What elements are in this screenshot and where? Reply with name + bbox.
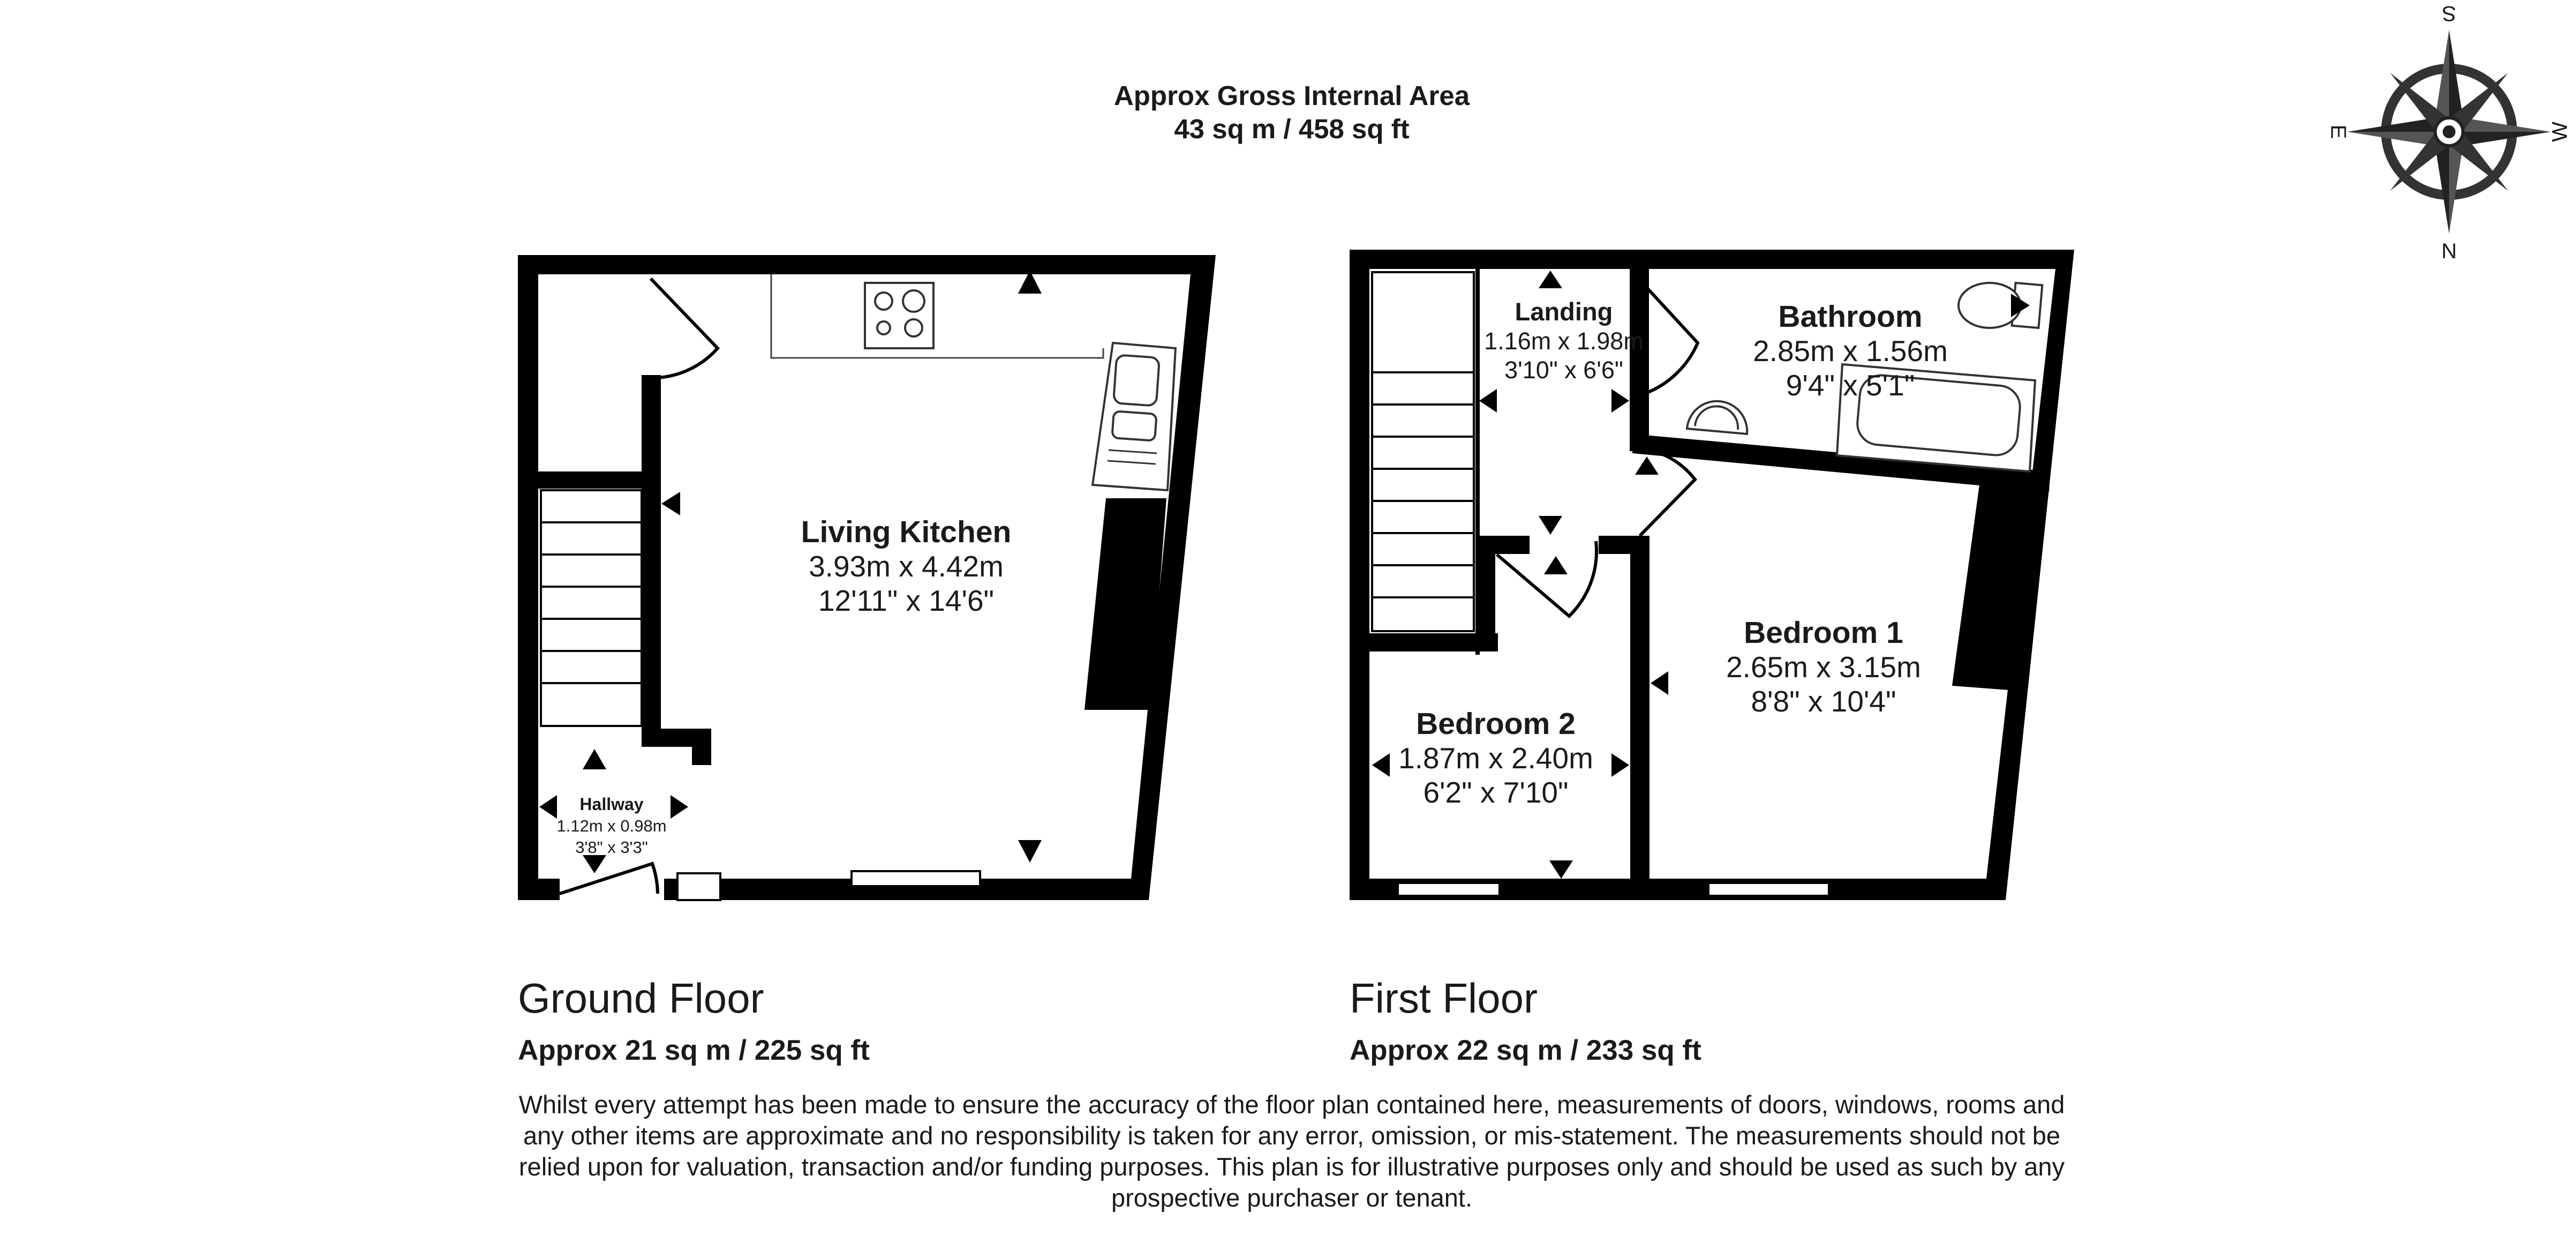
bedroom1-window [1708, 883, 1829, 896]
dimension-arrow [1539, 516, 1562, 535]
room-imperial: 3'8" x 3'3" [575, 838, 648, 857]
kitchen-window [852, 871, 980, 886]
header [1114, 80, 1470, 144]
stair-wall-stub [692, 729, 711, 765]
dimension-arrow [1611, 753, 1629, 777]
compass-north-label: N [2441, 239, 2457, 263]
sink-icon [1093, 343, 1176, 490]
room-label-landing [1484, 297, 1644, 384]
dimension-arrow [583, 749, 606, 769]
ground-floor-caption [518, 975, 870, 1066]
room-imperial: 3'10" x 6'6" [1504, 356, 1623, 384]
bedroom2-window [1398, 883, 1500, 896]
dimension-arrow [1611, 389, 1629, 413]
room-imperial: 9'4" x 5'1" [1786, 369, 1915, 402]
disclaimer-line: Whilst every attempt has been made to ensure the accuracy of the floor plan contained here, measurements of doors, windows, rooms and [518, 1090, 2065, 1119]
room-name: Bedroom 2 [1416, 707, 1576, 741]
room-label-bedroom-1 [1726, 616, 1921, 718]
room-name: Hallway [579, 795, 644, 814]
landing-partition [1630, 269, 1649, 451]
dimension-arrow [583, 855, 606, 873]
room-metric: 2.85m x 1.56m [1753, 334, 1948, 368]
room-metric: 1.16m x 1.98m [1484, 327, 1644, 355]
dimension-arrow [1544, 556, 1568, 574]
dimension-arrow [1651, 671, 1668, 695]
dimension-arrow [539, 795, 557, 819]
stair-wall-right [642, 375, 661, 734]
basin-icon [1687, 401, 1747, 434]
first-floor-plan [1350, 250, 2074, 900]
room-label-living-kitchen [801, 515, 1012, 617]
dimension-arrow [1018, 840, 1042, 863]
ground-floor-label: Ground Floor [518, 975, 764, 1022]
first-floor-area: Approx 22 sq m / 233 sq ft [1350, 1035, 1701, 1066]
room-label-bedroom-2 [1398, 707, 1593, 809]
front-door-swing [560, 864, 658, 894]
compass-west-label: W [2548, 122, 2572, 142]
ground-staircase [541, 490, 642, 726]
room-imperial: 6'2" x 7'10" [1423, 776, 1569, 809]
compass-icon [2326, 2, 2572, 263]
disclaimer-line: prospective purchaser or tenant. [1111, 1183, 1473, 1212]
dimension-arrow [1372, 753, 1390, 777]
hob-icon [865, 283, 933, 348]
disclaimer-line: any other items are approximate and no responsibility is taken for any error, omission, or mis-statement. The measurements should not be [523, 1121, 2061, 1150]
bedroom-divider [1630, 536, 1649, 879]
room-imperial: 12'11" x 14'6" [818, 584, 995, 617]
room-metric: 3.93m x 4.42m [809, 550, 1004, 583]
first-floor-label: First Floor [1350, 975, 1538, 1022]
room-name: Living Kitchen [801, 515, 1012, 549]
room-metric: 1.12m x 0.98m [556, 816, 667, 835]
room-imperial: 8'8" x 10'4" [1751, 685, 1896, 718]
first-floor-caption [1350, 975, 1701, 1066]
disclaimer [519, 1090, 2065, 1212]
room-label-hallway [556, 795, 666, 857]
dimension-arrow [1635, 456, 1659, 475]
room-name: Bathroom [1778, 299, 1923, 334]
dimension-arrow [671, 795, 688, 819]
header-area: 43 sq m / 458 sq ft [1174, 114, 1410, 144]
dimension-arrow [1539, 271, 1562, 288]
kitchen-worktop [771, 274, 1103, 358]
compass-east-label: E [2326, 124, 2350, 139]
header-title: Approx Gross Internal Area [1113, 80, 1470, 111]
dimension-arrow [661, 492, 680, 515]
room-metric: 2.65m x 3.15m [1726, 650, 1921, 684]
kitchen-door-swing [645, 279, 718, 378]
ground-floor-plan [518, 255, 1216, 900]
front-door-step [677, 873, 720, 900]
compass-south-label: S [2442, 2, 2457, 25]
room-name: Landing [1515, 297, 1613, 326]
room-metric: 1.87m x 2.40m [1398, 741, 1593, 775]
bedroom1-door-jamb [1599, 536, 1649, 554]
dimension-arrow [1549, 860, 1573, 879]
ground-floor-area: Approx 21 sq m / 225 sq ft [518, 1035, 870, 1066]
ff-stair-wall-top [1476, 536, 1530, 554]
disclaimer-line: relied upon for valuation, transaction and/or funding purposes. This plan is for illustrative purposes only and should be used as such by any [518, 1152, 2065, 1181]
first-staircase [1372, 272, 1474, 631]
stair-wall-top [538, 471, 645, 489]
room-name: Bedroom 1 [1744, 616, 1903, 650]
dimension-arrow [1479, 389, 1497, 413]
